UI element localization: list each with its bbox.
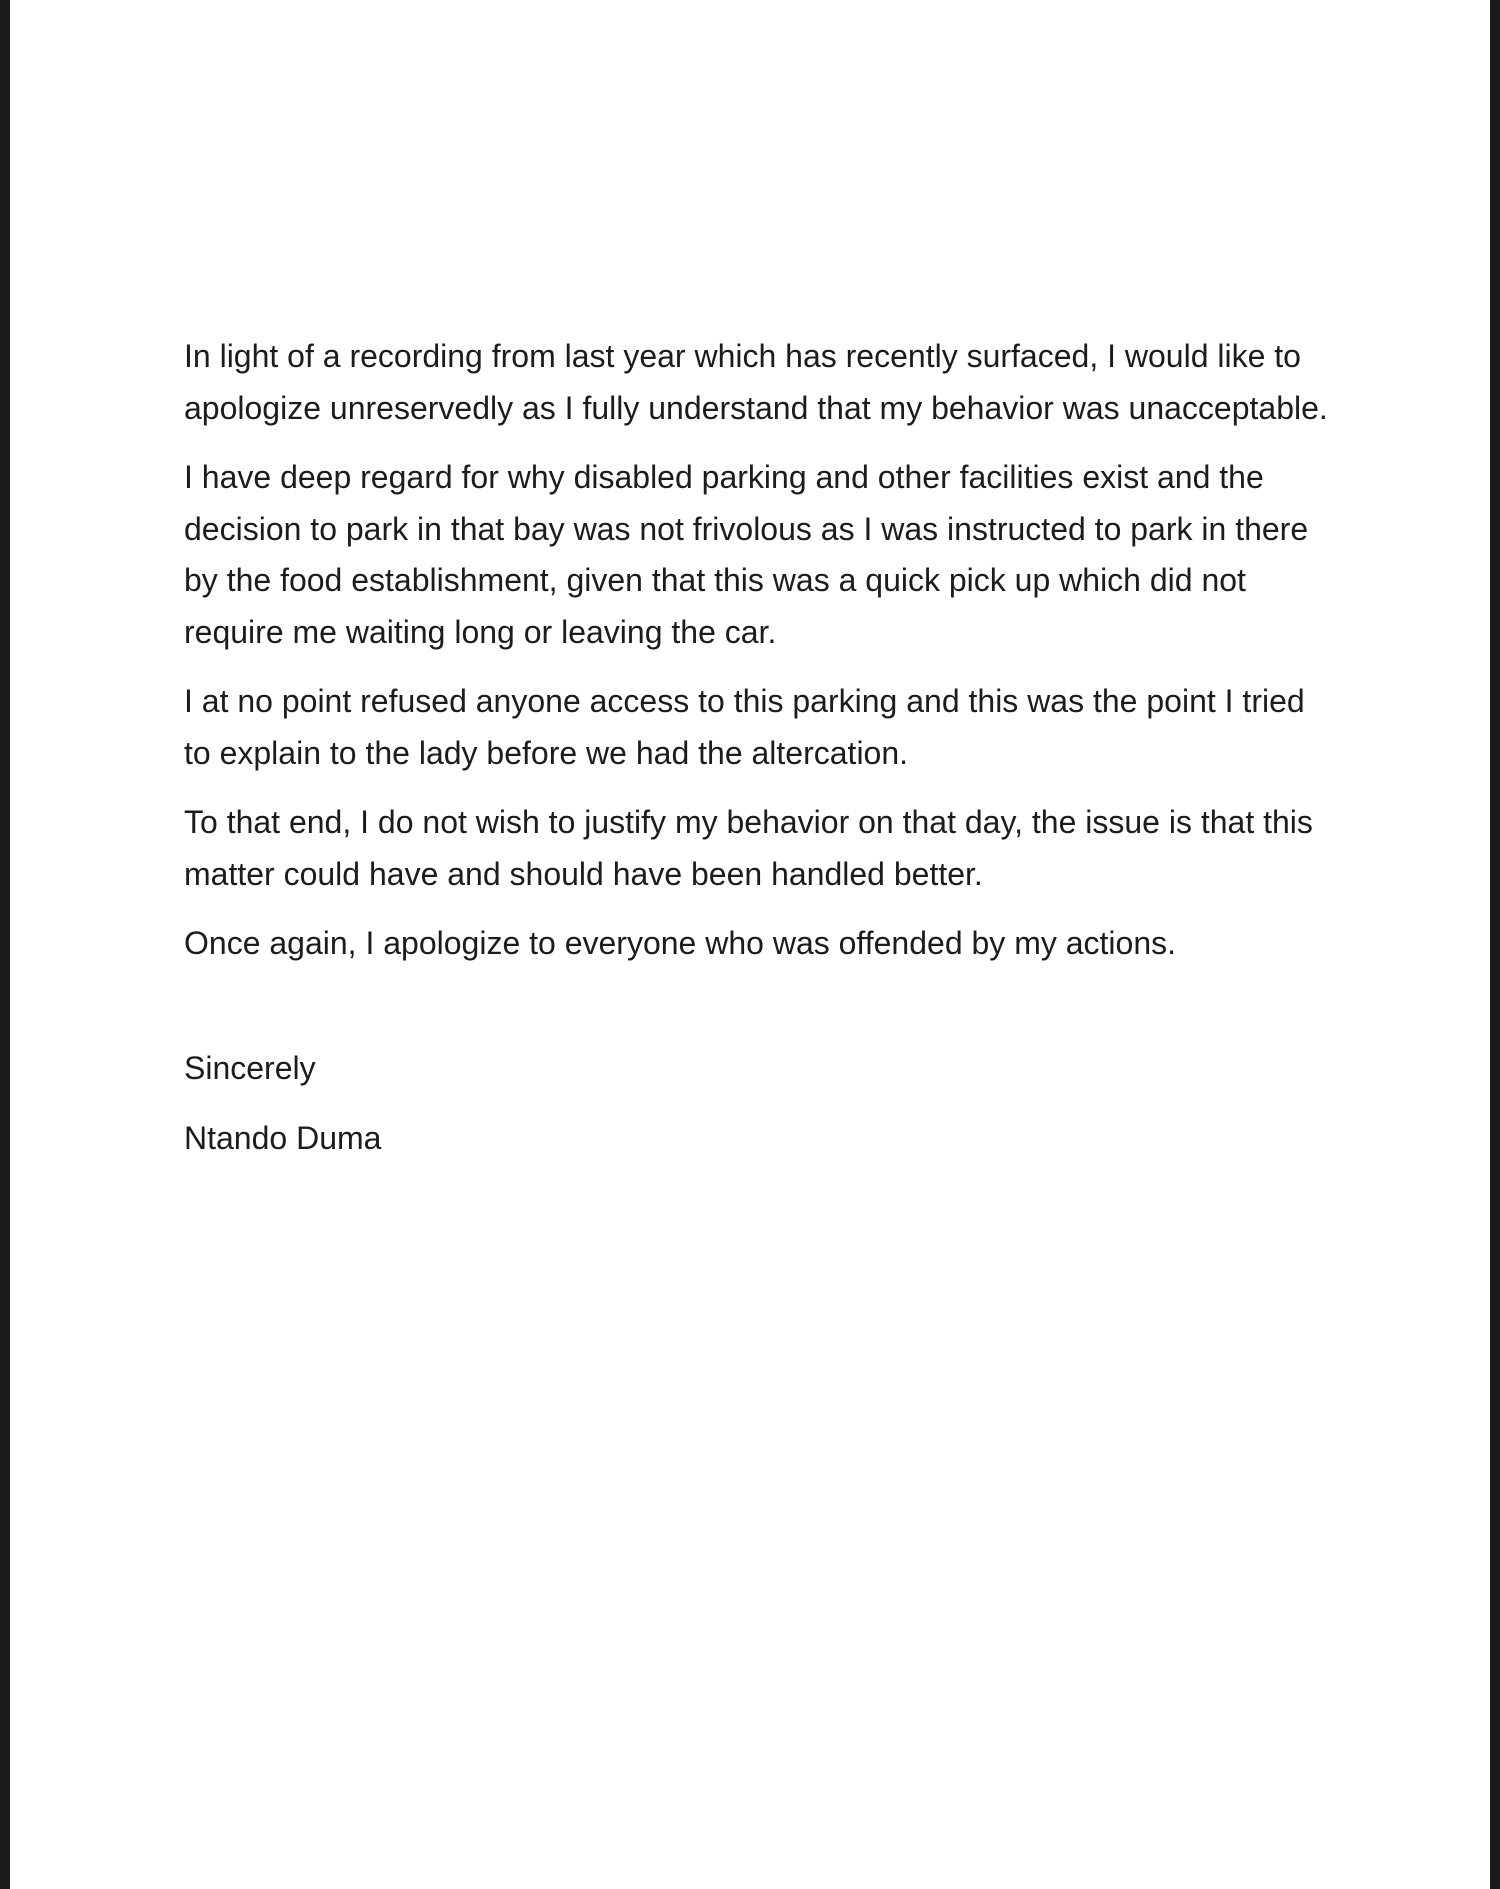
paragraph-access-statement: I at no point refused anyone access to this parking and this was the point I tried to explain to the lady before we had the altercation. — [184, 683, 1305, 771]
closing-salutation: Sincerely — [184, 1049, 316, 1086]
signature-name: Ntando Duma — [184, 1120, 382, 1156]
paragraph-apology-intro: In light of a recording from last year which has recently surfaced, I would like to apologize unreservedly as I fully understand that my behavior was unacceptable. — [184, 338, 1328, 426]
paragraph-conclusion: To that end, I do not wish to justify my behavior on that day, the issue is that this matter could have and should have been handled better. — [184, 804, 1313, 892]
letter-closing-block — [184, 1043, 1334, 1165]
paragraph-final-apology: Once again, I apologize to everyone who was offended by my actions. — [184, 925, 1177, 961]
paragraph-parking-explanation: I have deep regard for why disabled parking and other facilities exist and the decision to park in that bay was not frivolous as I was instructed to park in there by the food establishment, given that this was a quick pick up which did not require me waiting long or leaving the car. — [184, 459, 1309, 650]
document-page — [10, 0, 1490, 1889]
letter-body — [184, 331, 1334, 1184]
